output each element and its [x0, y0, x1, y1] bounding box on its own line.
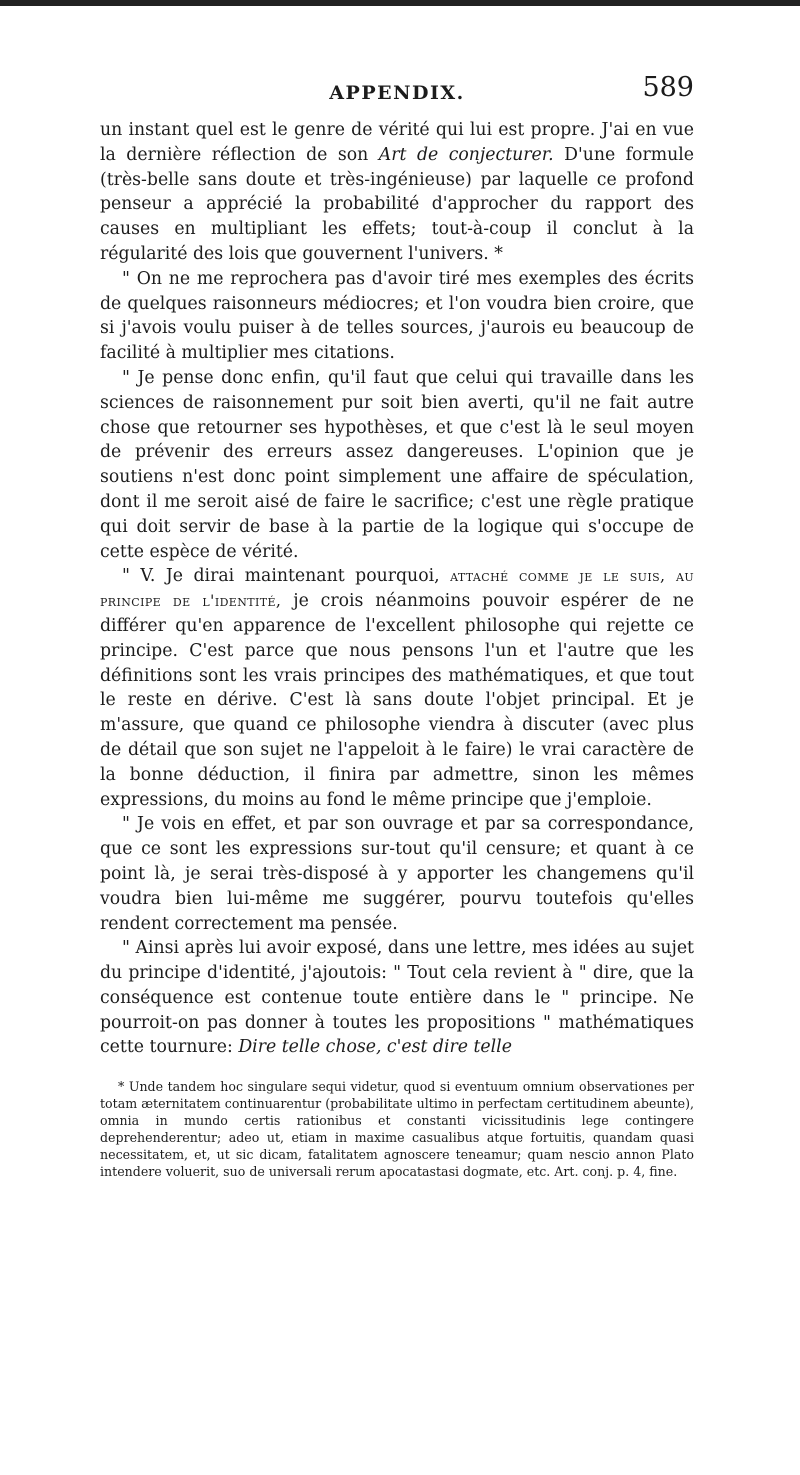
paragraph-4-text: " V. Je dirai maintenant pourquoi,: [122, 566, 451, 587]
page-number: 589: [642, 72, 694, 103]
paragraph-6-italic: Dire telle chose, c'est dire telle: [238, 1037, 512, 1058]
paragraph-6: [100, 936, 694, 1060]
paragraph-4-small-caps: attaché comme je le suis, au principe de l'identité,: [100, 566, 694, 611]
paragraph-1-italic: Art de conjecturer.: [378, 144, 554, 165]
paragraph-4: [100, 564, 694, 812]
paragraph-1: [100, 118, 694, 267]
top-border: [0, 0, 800, 6]
footnote: * Unde tandem hoc singulare sequi videtur, quod si eventuum omnium observationes per totam æternitatem continuarentur (probabilitate ultimo in perfectam certitudinem abeunte), omnia in mundo certis rationibus et constanti vicissitudinis lege contingere deprehenderentur; adeo ut, etiam in maxime casualibus atque fortuitis, quandam quasi necessitatem, et, ut sic dicam, fatalitatem agnoscere teneamur; quam nescio annon Plato intendere voluerit, suo de universali rerum apocatastasi dogmate, etc. Art. conj. p. 4, fine.: [100, 1079, 694, 1180]
paragraph-1-rest: D'une formule (très-belle sans doute et très-ingénieuse) par laquelle ce profond penseur a apprécié la probabilité d'approcher du rapport des causes en multipliant les effets; tout-à-coup il conclut à la régularité des lois que gouvernent l'univers. *: [100, 144, 694, 264]
paragraph-1-text: un instant quel est le genre de vérité qui lui est propre. J'ai en vue la dernière réflection de son: [100, 120, 694, 165]
paragraph-2: " On ne me reprochera pas d'avoir tiré mes exemples des écrits de quelques raisonneurs médiocres; et l'on voudra bien croire, que si j'avois voulu puiser à de telles sources, j'aurois eu beaucoup de facilité à multiplier mes citations.: [100, 268, 694, 364]
paragraph-4-rest: je crois néanmoins pouvoir espérer de ne différer qu'en apparence de l'excellent philosophe qui rejette ce principe. C'est parce que nous pensons l'un et l'autre que les définitions sont les vrais principes des mathématiques, et que tout le reste en dérive. C'est là sans doute l'objet principal. Et je m'assure, que quand ce philosophe viendra à discuter (avec plus de détail que son sujet ne l'appeloit à le faire) le vrai caractère de la bonne déduction, il finira par admettre, sinon les mêmes expressions, du moins au fond le même principe que j'emploie.: [100, 591, 694, 810]
page-header: [100, 70, 694, 110]
paragraph-3: " Je pense donc enfin, qu'il faut que celui qui travaille dans les sciences de raisonnement pur soit bien averti, qu'il ne fait autre chose que retourner ses hypothèses, et que c'est là le seul moyen de prévenir des erreurs assez dangereuses. L'opinion que je soutiens n'est donc point simplement une affaire de spéculation, dont il me seroit aisé de faire le sacrifice; c'est une règle pratique qui doit servir de base à la partie de la logique qui s'occupe de cette espèce de vérité.: [100, 367, 694, 562]
paragraph-6-text: " Ainsi après lui avoir exposé, dans une lettre, mes idées au sujet du principe d'identité, j'ajoutois: " Tout cela revient à " dire, que la conséquence est contenue toute entière dans le " principe. Ne pourroit-on pas donner à toutes les propositions " mathématiques cette tournure:: [100, 938, 694, 1058]
running-head: APPENDIX.: [329, 82, 465, 104]
paragraph-5: " Je vois en effet, et par son ouvrage et par sa correspondance, que ce sont les expressions sur-tout qu'il censure; et quant à ce point là, je serai très-disposé à y apporter les changemens qu'il voudra bien lui-même me suggérer, pourvu toutefois qu'elles rendent correctement ma pensée.: [100, 814, 694, 934]
book-page: [100, 70, 694, 1180]
body-text: [100, 118, 694, 1060]
